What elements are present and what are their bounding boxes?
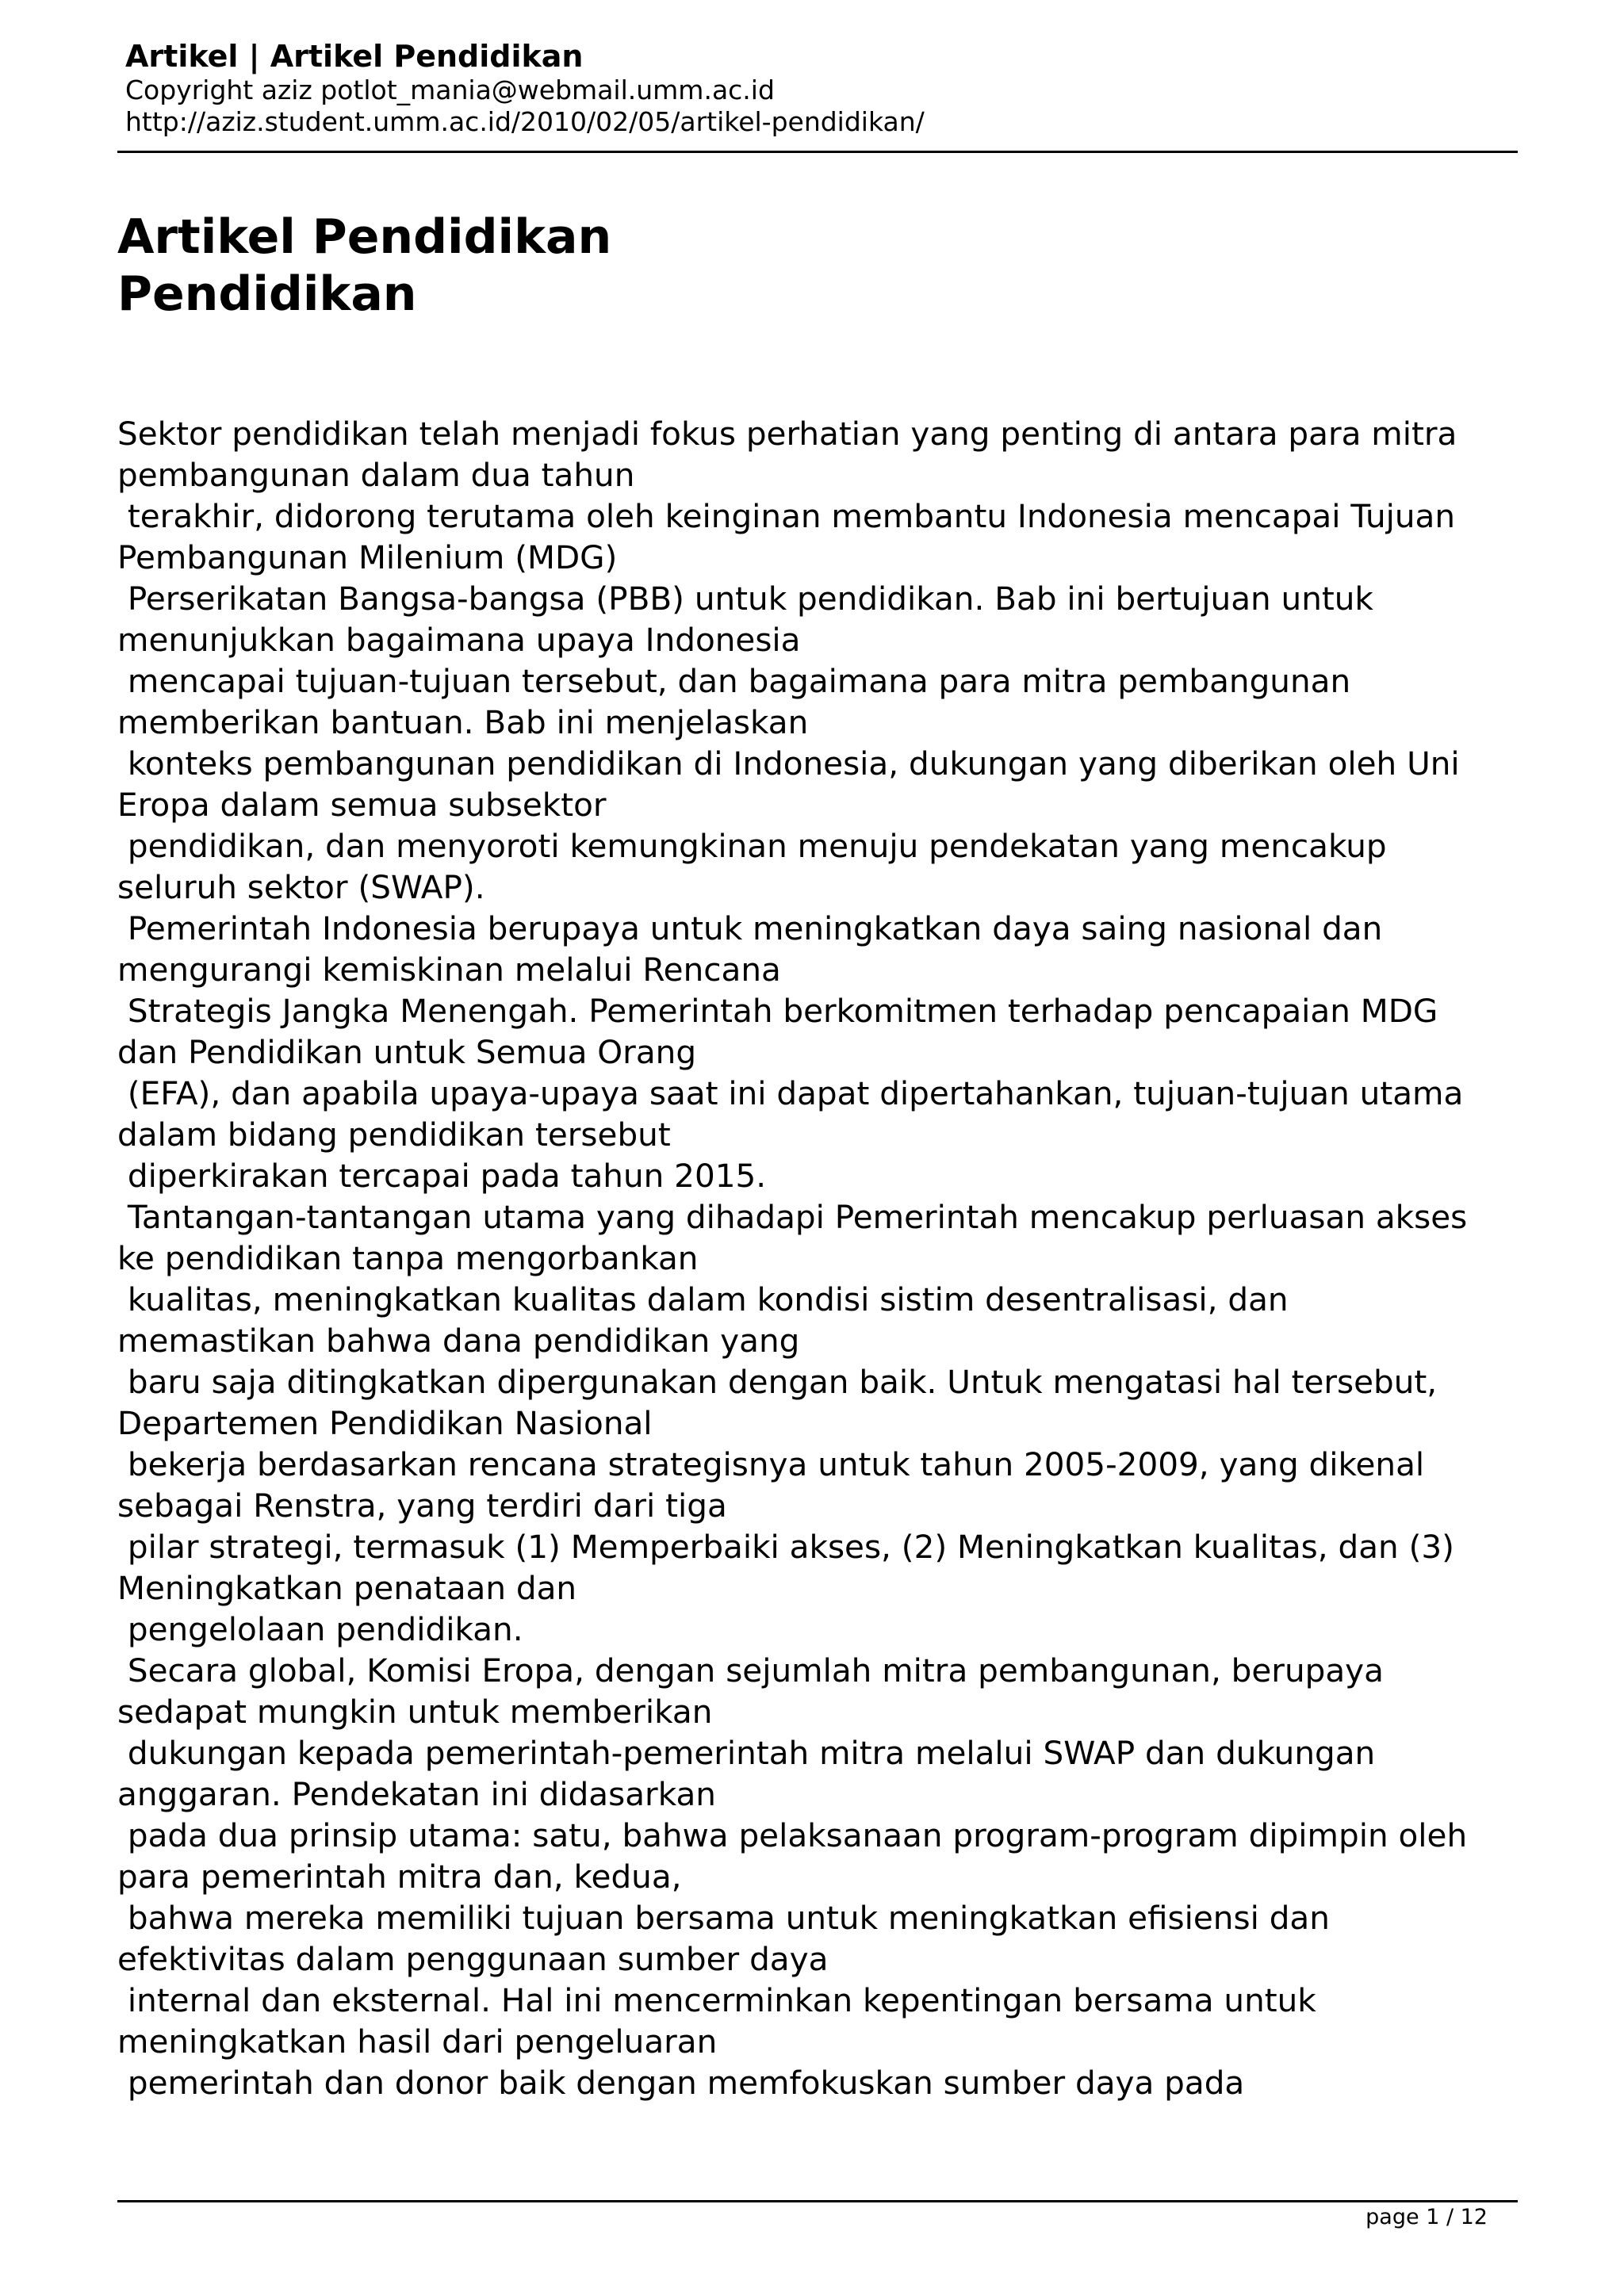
body-line: sebagai Renstra, yang terdiri dari tiga [117,1487,727,1525]
body-line: Pemerintah Indonesia berupaya untuk meningkatkan daya saing nasional dan [117,909,1383,947]
body-line: pendidikan, dan menyoroti kemungkinan menuju pendekatan yang mencakup [117,827,1387,865]
body-line: diperkirakan tercapai pada tahun 2015. [117,1157,767,1195]
body-line: anggaran. Pendekatan ini didasarkan [117,1775,716,1813]
body-line: Tantangan-tantangan utama yang dihadapi Pemerintah mencakup perluasan akses [117,1198,1468,1236]
body-line: konteks pembangunan pendidikan di Indonesia, dukungan yang diberikan oleh Uni [117,744,1460,783]
body-line: pilar strategi, termasuk (1) Memperbaiki akses, (2) Meningkatkan kualitas, dan (3) [117,1528,1454,1566]
body-line: dukungan kepada pemerintah-pemerintah mitra melalui SWAP dan dukungan [117,1734,1376,1772]
body-line: meningkatkan hasil dari pengeluaran [117,2022,718,2061]
body-line: bahwa mereka memiliki tujuan bersama untuk meningkatkan efisiensi dan [117,1899,1330,1937]
body-line: memberikan bantuan. Bab ini menjelaskan [117,703,809,741]
body-line: seluruh sektor (SWAP). [117,868,485,906]
body-line: Secara global, Komisi Eropa, dengan sejumlah mitra pembangunan, berupaya [117,1651,1384,1689]
body-line: ke pendidikan tanpa mengorbankan [117,1239,699,1277]
body-line: pemerintah dan donor baik dengan memfokuskan sumber daya pada [117,2064,1245,2102]
body-line: pada dua prinsip utama: satu, bahwa pelaksanaan program-program dipimpin oleh [117,1816,1468,1854]
body-line: kualitas, meningkatkan kualitas dalam kondisi sistim desentralisasi, dan [117,1280,1289,1318]
body-line: Perserikatan Bangsa-bangsa (PBB) untuk pendidikan. Bab ini bertujuan untuk [117,580,1373,618]
page-number: page 1 / 12 [1365,2205,1488,2229]
article-title [117,209,1518,323]
body-line: memastikan bahwa dana pendidikan yang [117,1322,800,1360]
body-line: para pemerintah mitra dan, kedua, [117,1858,682,1896]
article-title-line-2: Pendidikan [117,266,417,322]
body-line: Meningkatkan penataan dan [117,1569,577,1607]
body-line: Strategis Jangka Menengah. Pemerintah berkomitmen terhadap pencapaian MDG [117,992,1438,1030]
footer-divider [117,2200,1518,2202]
body-line: dan Pendidikan untuk Semua Orang [117,1033,697,1071]
body-line: Pembangunan Milenium (MDG) [117,538,618,576]
body-line: Departemen Pendidikan Nasional [117,1404,653,1442]
body-line: terakhir, didorong terutama oleh keinginan membantu Indonesia mencapai Tujuan [117,497,1456,535]
body-line: mencapai tujuan-tujuan tersebut, dan bagaimana para mitra pembangunan [117,662,1351,700]
article-body [117,413,1518,2103]
header-url: http://aziz.student.umm.ac.id/2010/02/05/artikel-pendidikan/ [125,106,925,137]
article-title-line-1: Artikel Pendidikan [117,209,612,265]
body-line: (EFA), dan apabila upaya-upaya saat ini dapat dipertahankan, tujuan-tujuan utama [117,1074,1464,1112]
body-line: internal dan eksternal. Hal ini mencerminkan kepentingan bersama untuk [117,1981,1316,2019]
body-line: efektivitas dalam penggunaan sumber daya [117,1940,829,1978]
header-divider [117,151,1518,153]
header-title: Artikel | Artikel Pendidikan [125,39,584,74]
body-line: Eropa dalam semua subsektor [117,786,607,824]
header-copyright: Copyright aziz potlot_mania@webmail.umm.ac.id [125,75,775,105]
body-line: mengurangi kemiskinan melalui Rencana [117,951,781,989]
body-line: Sektor pendidikan telah menjadi fokus perhatian yang penting di antara para mitra [117,415,1457,453]
body-line: sedapat mungkin untuk memberikan [117,1693,713,1731]
body-line: pembangunan dalam dua tahun [117,456,635,494]
page-header [117,38,1518,138]
body-line: dalam bidang pendidikan tersebut [117,1115,671,1154]
body-line: bekerja berdasarkan rencana strategisnya untuk tahun 2005-2009, yang dikenal [117,1445,1425,1483]
body-line: baru saja ditingkatkan dipergunakan dengan baik. Untuk mengatasi hal tersebut, [117,1363,1438,1401]
body-line: menunjukkan bagaimana upaya Indonesia [117,621,801,659]
body-line: pengelolaan pendidikan. [117,1610,523,1648]
